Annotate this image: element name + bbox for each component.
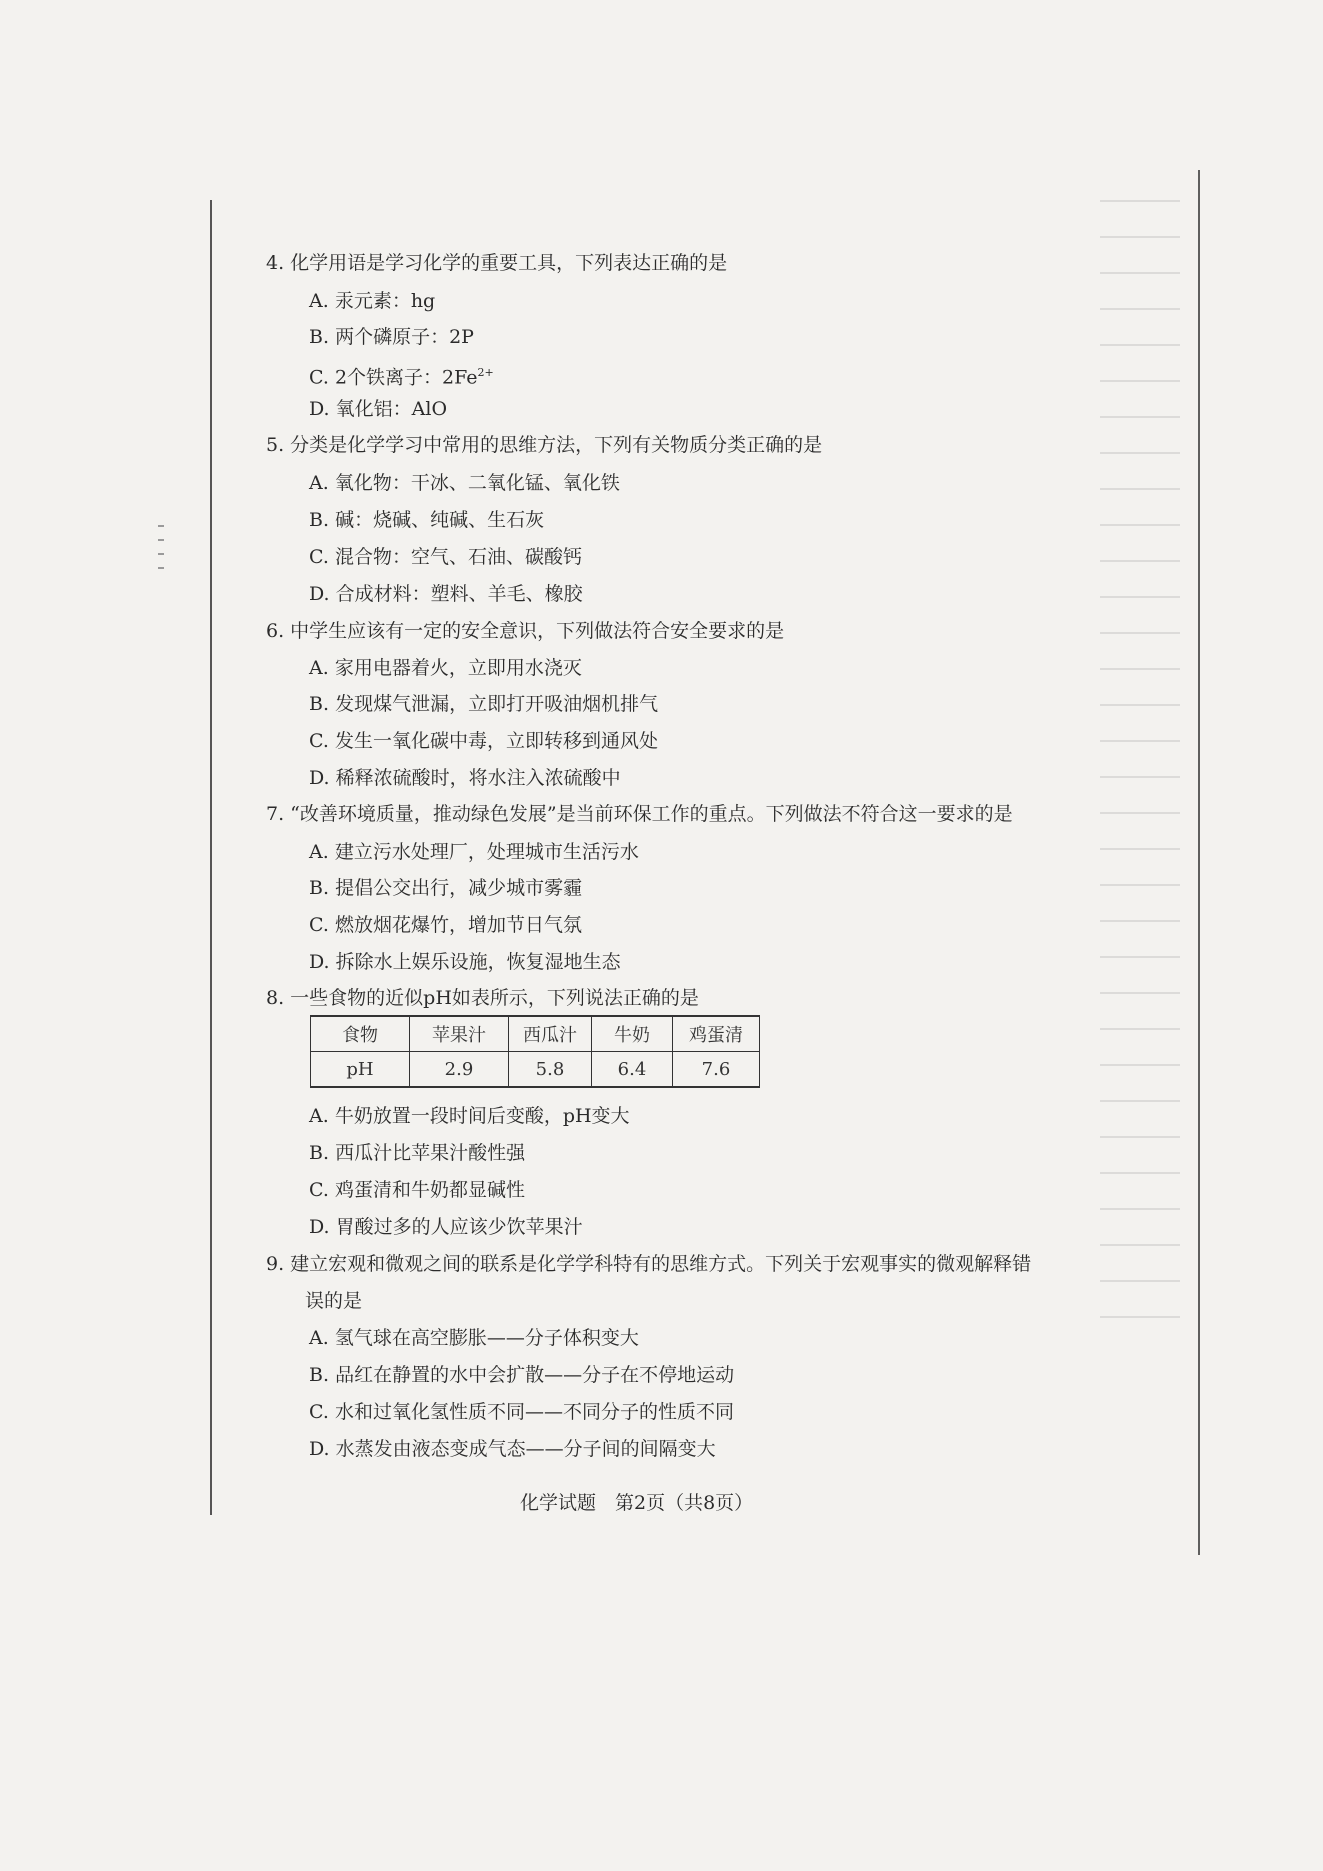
option-c: C. 混合物：空气、石油、碳酸钙: [309, 546, 582, 568]
question-stem: 6. 中学生应该有一定的安全意识，下列做法符合安全要求的是: [266, 620, 785, 642]
page-footer: 化学试题 第2页（共8页）: [520, 1492, 754, 1514]
option-a: A. 建立污水处理厂，处理城市生活污水: [309, 841, 639, 863]
left-margin-line: [210, 200, 212, 1515]
option-a: A. 氧化物：干冰、二氧化锰、氧化铁: [309, 472, 620, 494]
option-c: C. 水和过氧化氢性质不同——不同分子的性质不同: [309, 1401, 734, 1423]
option-a: A. 牛奶放置一段时间后变酸，pH变大: [309, 1105, 630, 1127]
table-cell: 西瓜汁: [509, 1016, 592, 1052]
option-a: A. 家用电器着火，立即用水浇灭: [309, 657, 582, 679]
option-c: C. 燃放烟花爆竹，增加节日气氛: [309, 914, 582, 936]
table-cell: 牛奶: [592, 1016, 673, 1052]
table-cell: 7.6: [673, 1052, 760, 1088]
binding-marks: [158, 525, 168, 595]
option-b: B. 碱：烧碱、纯碱、生石灰: [309, 509, 545, 531]
option-d: D. 拆除水上娱乐设施，恢复湿地生态: [309, 951, 621, 973]
option-b: B. 发现煤气泄漏，立即打开吸油烟机排气: [309, 693, 659, 715]
right-edge-line: [1198, 170, 1200, 1555]
option-b: B. 西瓜汁比苹果汁酸性强: [309, 1142, 526, 1164]
table-cell: 5.8: [509, 1052, 592, 1088]
table-cell: 6.4: [592, 1052, 673, 1088]
table-cell: 食物: [311, 1016, 410, 1052]
table-cell: 鸡蛋清: [673, 1016, 760, 1052]
table-cell: 2.9: [410, 1052, 509, 1088]
option-d: D. 氧化铝：AlO: [309, 398, 448, 420]
option-d: D. 稀释浓硫酸时，将水注入浓硫酸中: [309, 767, 621, 789]
option-c: C. 鸡蛋清和牛奶都显碱性: [309, 1179, 525, 1201]
option-b: B. 品红在静置的水中会扩散——分子在不停地运动: [309, 1364, 735, 1386]
option-d: D. 水蒸发由液态变成气态——分子间的间隔变大: [309, 1438, 716, 1460]
option-b: B. 提倡公交出行，减少城市雾霾: [309, 877, 583, 899]
table-cell: 苹果汁: [410, 1016, 509, 1052]
option-a: A. 氢气球在高空膨胀——分子体积变大: [309, 1327, 639, 1349]
option-b: B. 两个磷原子：2P: [309, 326, 474, 348]
question-stem: 7. “改善环境质量，推动绿色发展”是当前环保工作的重点。下列做法不符合这一要求的是: [266, 803, 1013, 825]
option-c: C. 2个铁离子：$2Fe^{2+}$: [309, 366, 494, 389]
question-stem: 4. 化学用语是学习化学的重要工具，下列表达正确的是: [266, 252, 728, 274]
question-stem: 9. 建立宏观和微观之间的联系是化学学科特有的思维方式。下列关于宏观事实的微观解释错: [266, 1253, 1032, 1275]
question-stem-continued: 误的是: [305, 1290, 363, 1312]
ph-table: [310, 1015, 760, 1088]
bleed-through-shadow: [1100, 200, 1195, 1460]
question-stem: 5. 分类是化学学习中常用的思维方法，下列有关物质分类正确的是: [266, 434, 823, 456]
question-stem: 8. 一些食物的近似pH如表所示，下列说法正确的是: [266, 987, 699, 1009]
option-c: C. 发生一氧化碳中毒，立即转移到通风处: [309, 730, 658, 752]
option-d: D. 合成材料：塑料、羊毛、橡胶: [309, 583, 583, 605]
option-a: A. 汞元素：hg: [309, 290, 436, 312]
option-d: D. 胃酸过多的人应该少饮苹果汁: [309, 1216, 583, 1238]
table-cell: pH: [311, 1052, 410, 1088]
